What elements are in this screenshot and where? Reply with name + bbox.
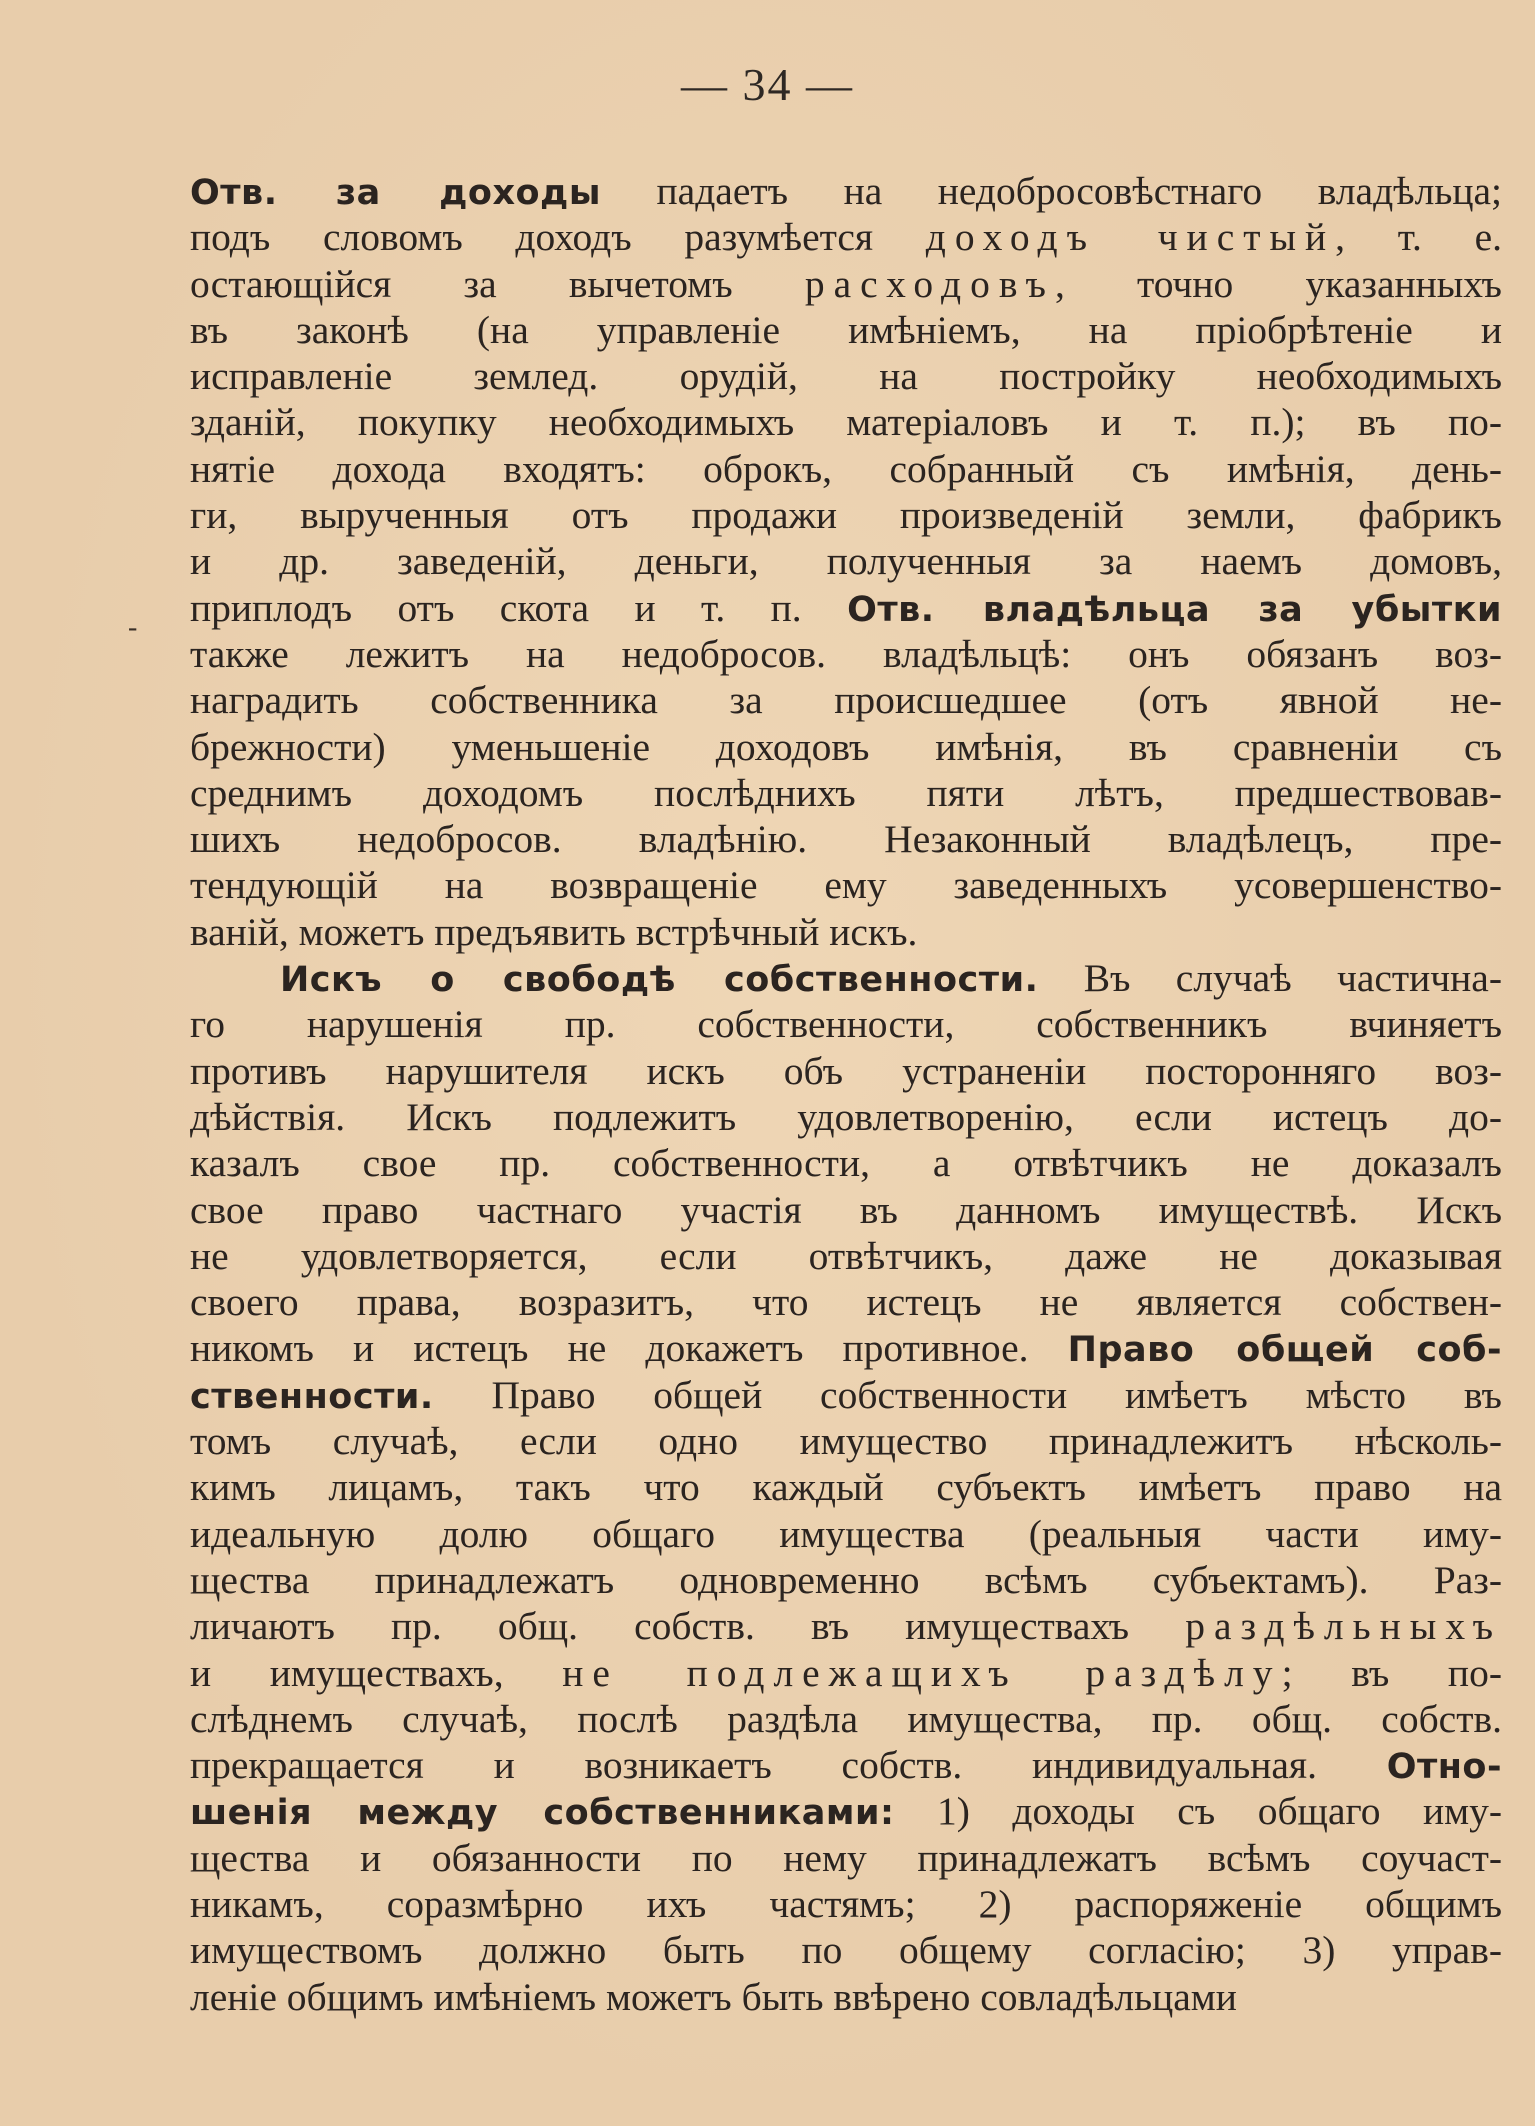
bold-term: Отв. за доходы [190, 173, 601, 213]
text-line [190, 1927, 1502, 1973]
body-text [190, 168, 1502, 2020]
text-run: , точно указанныхъ [1054, 261, 1502, 306]
text-line [190, 724, 1502, 770]
text-run: падаетъ на недобросовѣстнаго владѣльца; [600, 169, 1502, 213]
text-line [190, 1974, 1502, 2020]
text-line [190, 1835, 1502, 1881]
spaced-emphasis: раздѣльныхъ [1185, 1604, 1502, 1649]
text-run: , т. е. [1335, 215, 1502, 260]
text-line [190, 1650, 1502, 1696]
text-line [190, 1140, 1502, 1186]
text-run: противъ нарушителя искъ объ устраненіи посторонняго воз- [190, 1048, 1502, 1093]
text-line [190, 1418, 1502, 1464]
text-line [190, 1511, 1502, 1557]
text-run: идеальную долю общаго имущества (реальныя части иму- [190, 1511, 1502, 1556]
text-run: личаютъ пр. общ. собств. въ имуществахъ [190, 1604, 1186, 1649]
text-line [190, 1881, 1502, 1927]
spaced-emphasis: доходъ чистый [925, 215, 1336, 260]
spaced-emphasis: расходовъ [804, 261, 1055, 306]
text-run: имуществомъ должно быть по общему согласію; 3) управ- [190, 1928, 1502, 1973]
text-run: кимъ лицамъ, такъ что каждый субъектъ имѣетъ право на [190, 1465, 1502, 1510]
text-line [190, 1464, 1502, 1510]
bold-term: Искъ о свободѣ собственности. [280, 960, 1039, 1001]
page-number: — 34 — [681, 59, 854, 110]
text-line [190, 399, 1502, 445]
text-run: среднимъ доходомъ послѣднихъ пяти лѣтъ, предшествовав- [190, 770, 1502, 815]
text-run: нятіе дохода входятъ: оброкъ, собранный съ имѣнія, день- [190, 446, 1502, 491]
text-line [190, 353, 1502, 399]
text-line [190, 1279, 1502, 1325]
text-line [190, 816, 1502, 862]
text-run: дѣйствія. Искъ подлежитъ удовлетворенію, если истецъ до- [190, 1094, 1502, 1139]
bold-term: ственности. [190, 1376, 434, 1417]
text-line [190, 1233, 1502, 1279]
margin-mark: - [128, 612, 138, 643]
text-line [190, 770, 1502, 816]
text-run: 1) доходы съ общаго иму- [894, 1789, 1502, 1834]
bold-term: шенія между собственниками: [190, 1793, 895, 1834]
text-run: приплодъ отъ скота и т. п. [190, 585, 848, 630]
text-run: и имуществахъ, [190, 1650, 563, 1695]
text-run: остающійся за вычетомъ [190, 261, 805, 306]
text-run: ги, вырученныя отъ продажи произведеній земли, фабрикъ [190, 493, 1502, 538]
text-run: прекращается и возникаетъ собств. индивидуальная. [190, 1743, 1387, 1788]
text-line [190, 1742, 1502, 1788]
text-run: тендующій на возвращеніе ему заведенныхъ усовершенство- [190, 863, 1502, 908]
text-run: также лежитъ на недобросов. владѣльцѣ: онъ обязанъ воз- [190, 631, 1502, 676]
text-run: щества принадлежатъ одновременно всѣмъ субъектамъ). Раз- [190, 1557, 1502, 1602]
text-run: подъ словомъ доходъ разумѣется [190, 215, 926, 260]
text-run: го нарушенія пр. собственности, собственникъ вчиняетъ [190, 1002, 1502, 1047]
text-line [190, 677, 1502, 723]
text-line [190, 1557, 1502, 1603]
text-run: никомъ и истецъ не докажетъ противное. [190, 1326, 1068, 1371]
text-line [190, 538, 1502, 584]
text-run: брежности) уменьшеніе доходовъ имѣнія, въ сравненіи съ [190, 724, 1502, 769]
text-line [190, 492, 1502, 538]
text-line [190, 261, 1502, 307]
text-line [190, 1325, 1502, 1371]
text-line [190, 1001, 1502, 1047]
text-line [190, 1696, 1502, 1742]
text-run: ; въ по- [1281, 1650, 1502, 1695]
text-line [190, 1187, 1502, 1233]
text-run: зданій, покупку необходимыхъ матеріаловъ и т. п.); въ по- [190, 400, 1502, 445]
text-run: томъ случаѣ, если одно имущество принадлежитъ нѣсколь- [190, 1419, 1502, 1464]
text-line [190, 909, 1502, 955]
text-run: шихъ недобросов. владѣнію. Незаконный владѣлецъ, пре- [190, 817, 1502, 862]
text-line [190, 1603, 1502, 1649]
text-line [190, 307, 1502, 353]
text-line [190, 1094, 1502, 1140]
text-run: ваній, можетъ предъявить встрѣчный искъ. [190, 909, 918, 954]
text-run: леніе общимъ имѣніемъ можетъ быть ввѣрено совладѣльцами [190, 1974, 1237, 2019]
bold-term: Отв. владѣльца за убытки [847, 589, 1502, 630]
text-run: слѣднемъ случаѣ, послѣ раздѣла имущества, пр. общ. собств. [190, 1696, 1502, 1741]
text-run: наградить собственника за происшедшее (отъ явной не- [190, 678, 1502, 723]
text-run: Въ случаѣ частична- [1038, 956, 1502, 1001]
text-line [190, 214, 1502, 260]
text-run: никамъ, соразмѣрно ихъ частямъ; 2) распоряженіе общимъ [190, 1881, 1502, 1926]
text-run: свое право частнаго участія въ данномъ имуществѣ. Искъ [190, 1187, 1502, 1232]
text-line [190, 1048, 1502, 1094]
text-line [190, 1788, 1502, 1834]
text-line [190, 585, 1502, 631]
bold-term: Право общей соб- [1067, 1330, 1502, 1371]
text-run: своего права, возразитъ, что истецъ не является собствен- [190, 1280, 1502, 1325]
spaced-emphasis: не подлежащихъ раздѣлу [562, 1650, 1282, 1695]
text-run: исправленіе землед. орудій, на постройку необходимыхъ [190, 354, 1502, 399]
bold-term: Отно- [1386, 1747, 1502, 1788]
text-line [190, 955, 1502, 1001]
text-run: въ законѣ (на управленіе имѣніемъ, на пріобрѣтеніе и [190, 307, 1502, 352]
text-line [190, 862, 1502, 908]
text-run: щества и обязанности по нему принадлежатъ всѣмъ соучаст- [190, 1835, 1502, 1880]
text-line [190, 168, 1502, 214]
text-line [190, 446, 1502, 492]
text-run: и др. заведеній, деньги, полученныя за наемъ домовъ, [190, 539, 1502, 584]
text-line [190, 631, 1502, 677]
text-run: казалъ свое пр. собственности, а отвѣтчикъ не доказалъ [190, 1141, 1502, 1186]
text-run: Право общей собственности имѣетъ мѣсто въ [433, 1372, 1502, 1417]
text-run: не удовлетворяется, если отвѣтчикъ, даже не доказывая [190, 1233, 1502, 1278]
text-line [190, 1372, 1502, 1418]
